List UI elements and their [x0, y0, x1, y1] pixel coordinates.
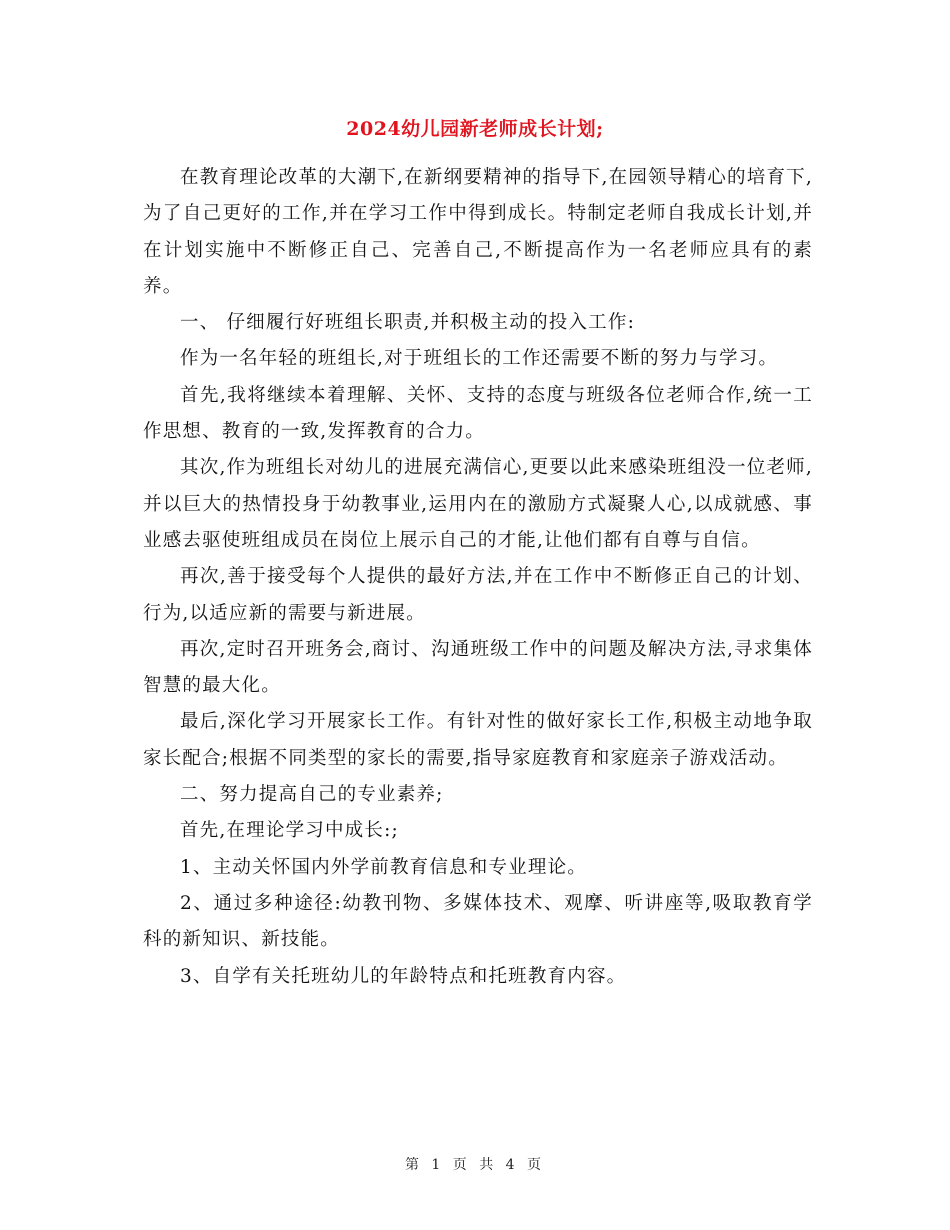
page-number-footer: 第 1 页 共 4 页	[404, 1157, 546, 1173]
paragraph: 最后,深化学习开展家长工作。有针对性的做好家长工作,积极主动地争取家长配合;根据不同类型的家长的需要,指导家庭教育和家庭亲子游戏活动。	[143, 711, 813, 769]
section-heading: 二、努力提高自己的专业素养;	[180, 784, 444, 806]
list-item: 3、自学有关托班幼儿的年龄特点和托班教育内容。	[180, 965, 627, 987]
paragraph: 再次,定时召开班务会,商讨、沟通班级工作中的问题及解决方法,寻求集体智慧的最大化。	[143, 638, 813, 697]
paragraph: 首先,在理论学习中成长:;	[180, 820, 399, 842]
paragraph: 在教育理论改革的大潮下,在新纲要精神的指导下,在园领导精心的培育下,为了自己更好的工作,并在学习工作中得到成长。特制定老师自我成长计划,并在计划实施中不断修正自己、完善自己,不断提高作为一名老师应具有的素养。	[143, 167, 813, 297]
list-item: 1、主动关怀国内外学前教育信息和专业理论。	[180, 856, 587, 878]
list-item: 2、通过多种途径:幼教刊物、多媒体技术、观摩、听讲座等,吸取教育学科的新知识、新技能。	[143, 892, 813, 951]
paragraph: 首先,我将继续本着理解、关怀、支持的态度与班级各位老师合作,统一工作思想、教育的一致,发挥教育的合力。	[143, 384, 813, 443]
paragraph: 一、 仔细履行好班组长职责,并积极主动的投入工作:	[180, 312, 635, 334]
paragraph: 再次,善于接受每个人提供的最好方法,并在工作中不断修正自己的计划、行为,以适应新的需要与新进展。	[143, 566, 813, 624]
paragraph: 作为一名年轻的班组长,对于班组长的工作还需要不断的努力与学习。	[180, 348, 779, 370]
document-title: 2024幼儿园新老师成长计划;	[346, 118, 604, 140]
paragraph: 其次,作为班组长对幼儿的进展充满信心,更要以此来感染班组没一位老师,并以巨大的热情投身于幼教事业,运用内在的激励方式凝聚人心,以成就感、事业感去驱使班组成员在岗位上展示自己的才能,让他们都有自尊与自信。	[143, 457, 813, 551]
document-body	[143, 160, 813, 995]
